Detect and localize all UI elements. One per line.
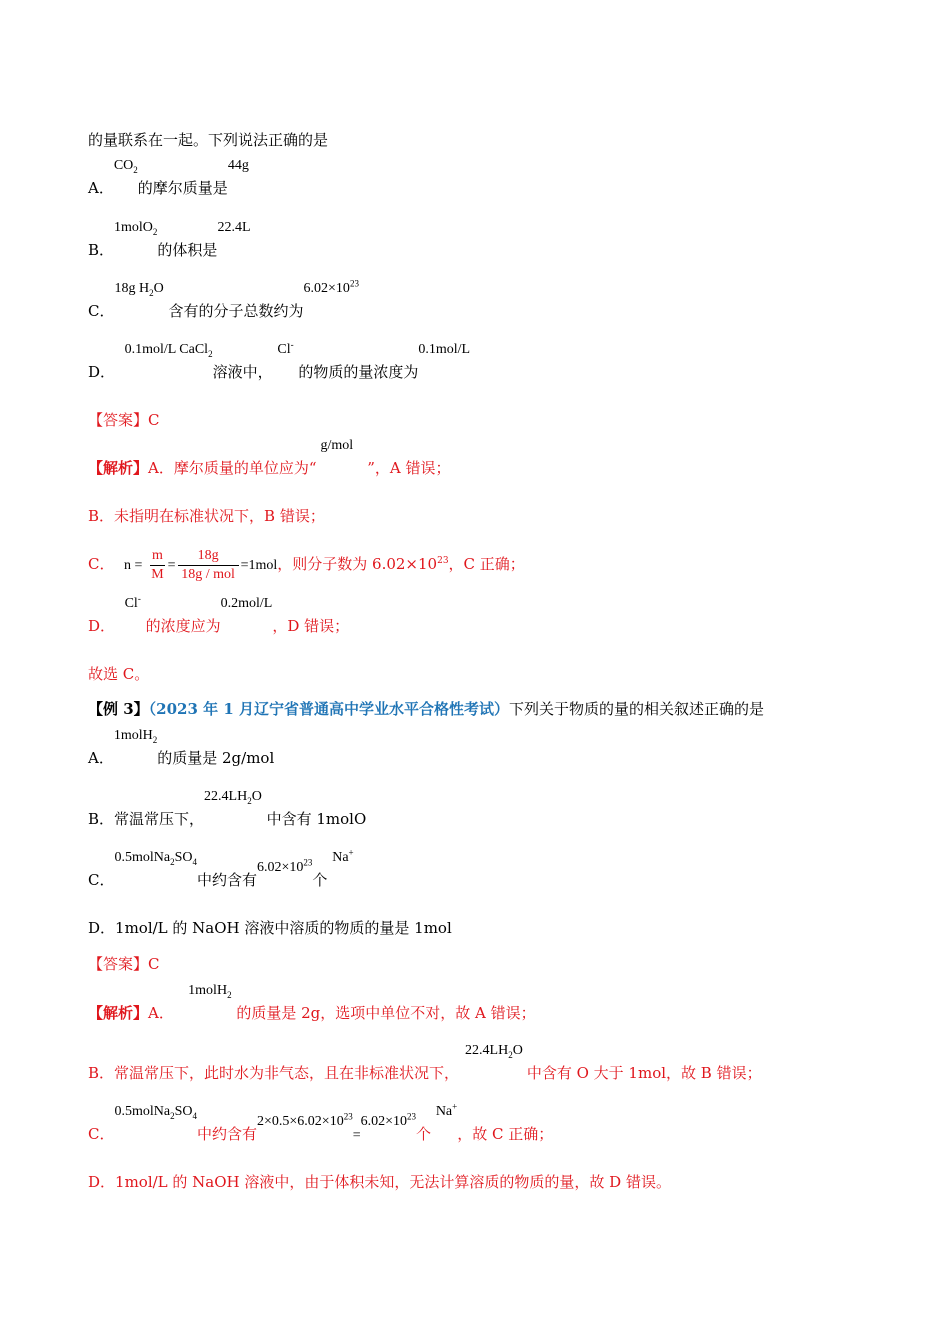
formula-1mol-h2: 1molH$_2$ [188,983,232,1000]
explanation-text: A．摩尔质量的单位应为“ [148,459,317,477]
option-label: B．常温常压下， [88,810,205,828]
option-d [88,339,471,382]
example-label: 【例 3】 [88,700,149,718]
option-label: A． [88,749,114,767]
formula-18g-h2o: 18g $H_2O$ [114,281,164,298]
formula-1mol-h2: 1molH$_2$ [113,728,158,745]
formula-0-2mol-l: 0.2mol/L [220,596,273,611]
explanation-label: A． [148,1004,174,1022]
explanation-b [88,506,325,526]
question-stem-tail [88,130,328,150]
formula-na2so4: $0.5molNa_2SO_4$ [114,1104,197,1121]
example-source: （2023 年 1 月辽宁省普通高中学业水平合格性考试） [148,700,510,718]
explanation-c [88,1101,554,1146]
option-d [88,918,452,938]
explanation-text: ，则分子数为 6.02×10 [277,555,438,573]
option-text: 中约含有 [197,871,258,889]
option-label: D． [88,363,116,381]
explanation-d [88,593,350,636]
option-text: D．1mol/L 的 NaOH 溶液中溶质的物质的量是 1mol [88,919,452,937]
explanation-c [88,538,525,592]
formula-co2: $CO_2$ [113,158,138,175]
option-text: 的体积是 [157,241,218,259]
option-label: B． [88,241,115,259]
formula-avogadro: $6.02\times 10^{23}$ [303,278,359,296]
explanation-head: 【解析】 [88,459,149,477]
explanation-d [88,1172,671,1192]
explanation-text: 中约含有 [197,1125,258,1143]
equals-sign: = [352,1128,361,1143]
formula-22-4l-h2o: $22.4LH_2O$ [465,1043,523,1060]
formula-product: $2\times 0.5\times 6.02\times 10^{23}$ [257,1111,353,1129]
superscript: 23 [437,556,449,566]
formula-n: n = [124,558,143,573]
formula-cl-ion: Cl- [124,593,141,611]
option-text: 溶液中， [212,363,273,381]
equals-sign: = [167,558,176,573]
explanation-text: 中含有 O 大于 1mol，故 B 错误； [526,1064,762,1082]
option-c [88,278,359,321]
answer-line [88,954,159,974]
explanation-text: B．常温常压下，此时水为非气态，且在非标准状况下， [88,1064,460,1082]
formula-na2so4: $0.5molNa_2SO_4$ [114,850,197,867]
formula-g-mol: g/mol [320,438,354,453]
option-text: 的摩尔质量是 [137,179,228,197]
answer-line [88,410,159,430]
option-label: C． [88,871,115,889]
fraction-18g: $\frac{18g}{\text{18g / mol}}$ [178,547,239,584]
formula-cacl2: 0.1mol/L CaCl$_2$ [124,342,213,359]
explanation-text: ，D 错误； [272,617,350,635]
formula-22-4l-h2o: $22.4LH_2O$ [204,789,262,806]
option-b [88,220,251,260]
explanation-text: 的质量是 2g，选项中单位不对，故 A 错误； [236,1004,536,1022]
formula-avogadro: $6.02\times 10^{23}$ [257,857,313,875]
explanation-text: B．未指明在标准状况下，B 错误； [88,507,325,525]
explanation-head: 【解析】 [88,1004,149,1022]
answer-text: 【答案】C [88,411,160,429]
example-question: 下列关于物质的量的相关叙述正确的是 [509,700,765,718]
explanation-text: 的浓度应为 [145,617,221,635]
example-3-heading [88,699,764,719]
explanation-text: ，故 C 正确； [457,1125,554,1143]
formula-1mol-o2: 1molO$_2$ [114,220,158,237]
explanation-label: D． [88,617,116,635]
formula-0-1mol-l: 0.1mol/L [418,342,471,357]
stem-text: 的量联系在一起。下列说法正确的是 [88,131,329,149]
explanation-text: ，C 正确； [448,555,525,573]
explanation-a [88,983,536,1023]
formula-avogadro: $6.02\times 10^{23}$ [360,1111,417,1129]
option-a [88,158,249,198]
formula-result: =1mol [240,558,278,573]
formula-na-ion: Na+ [332,847,354,865]
answer-text: 【答案】C [88,955,160,973]
option-text: 含有的分子总数约为 [168,302,304,320]
formula-na-ion: Na+ [435,1101,458,1119]
option-label: A． [88,179,114,197]
explanation-text: ”，A 错误； [367,459,451,477]
formula-44g: 44g [227,158,249,173]
option-c [88,847,354,890]
explanation-label: C． [88,1125,115,1143]
explanation-text: D．1mol/L 的 NaOH 溶液中，由于体积未知，无法计算溶质的物质的量，故 D 错误。 [88,1173,671,1191]
explanation-label: C． [88,555,115,573]
fraction-m-over-m: $\frac{m}{M}$ [151,547,164,582]
option-b [88,789,367,829]
option-text: 中含有 1molO [266,810,367,828]
formula-cl-ion: Cl- [277,339,294,357]
option-label: C． [88,302,115,320]
option-a [88,728,275,768]
option-text: 的质量是 2g/mol [157,749,275,767]
option-text: 的物质的量浓度为 [298,363,419,381]
formula-22-4l: 22.4L [217,220,251,235]
option-text: 个 [312,871,328,889]
explanation-a [88,438,451,478]
explanation-b [88,1043,762,1083]
explanation-text: 个 [416,1125,432,1143]
conclusion-text: 故选 C。 [88,665,150,683]
conclusion [88,664,149,684]
